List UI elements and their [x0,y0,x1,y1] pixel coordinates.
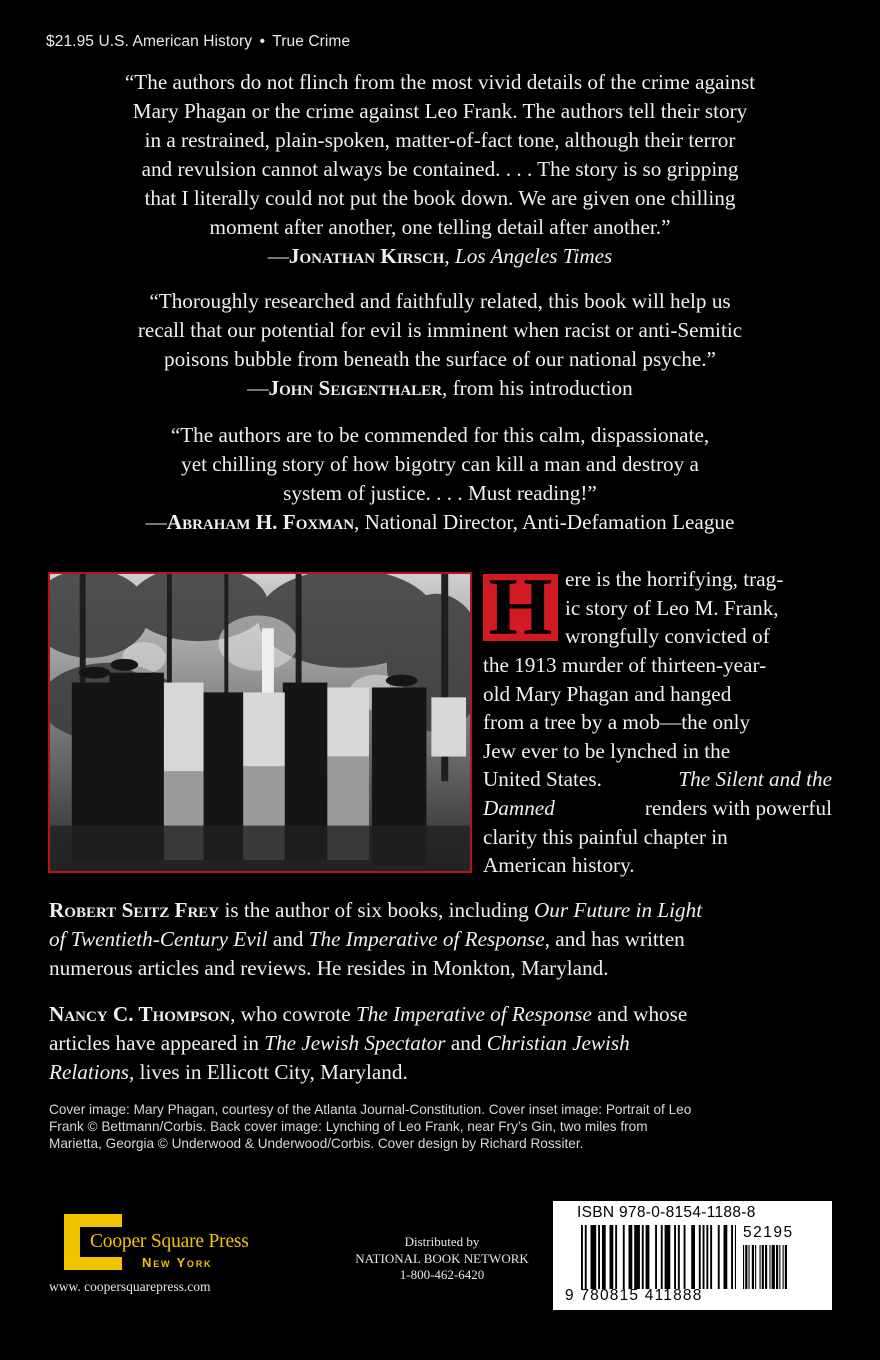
book-title: Damned [483,795,555,820]
price-code: 52195 [743,1224,794,1241]
bio-line: numerous articles and reviews. He resides in Monkton, Maryland. [49,956,609,980]
review-quote-1 [40,68,840,271]
review-source: National Director, Anti-Defamation League [364,510,735,534]
bio-line: of Twentieth-Century Evil and The Imperative of Response, and has written [49,927,685,951]
reviewer-name: Jonathan Kirsch [288,244,445,268]
description-line: United States. The Silent and the [483,765,832,794]
quote-line: and revulsion cannot always be contained. . . . The story is so gripping [141,157,739,181]
publisher-website: www. coopersquarepress.com [49,1279,211,1294]
publication-title: Relations [49,1060,130,1084]
reviewer-name: Abraham H. Foxman [166,510,355,534]
quote-attribution [40,508,840,537]
distribution-info [335,1234,549,1284]
publisher-logo [64,1214,249,1270]
price-category-line [46,33,350,51]
author-name: Nancy C. Thompson [49,1002,231,1026]
ean-number: 9 780815 411888 [565,1287,703,1304]
attribution-dash: — [247,376,269,400]
quote-line: that I literally could not put the book down. We are given one chilling [144,186,736,210]
quote-line: moment after another, one telling detail after another.” [209,215,671,239]
bio-line: articles have appeared in The Jewish Spectator and Christian Jewish [49,1031,630,1055]
distributor-phone: 1-800-462-6420 [399,1267,485,1282]
author-bio-frey [49,896,832,983]
book-title: The Silent and the [678,767,832,792]
bullet-separator: • [259,33,266,50]
description-line: Jew ever to be lynched in the [483,738,731,763]
book-description-continued [483,651,832,880]
bio-line: Robert Seitz Frey is the author of six books, including Our Future in Light [49,898,703,922]
author-name: Robert Seitz Frey [49,898,220,922]
publisher-name: Cooper Square Press [90,1231,249,1252]
review-quote-2 [40,287,840,403]
reviewer-name: John Seigenthaler [268,376,443,400]
author-bio-thompson [49,1000,832,1087]
credit-line: Cover image: Mary Phagan, courtesy of the Atlanta Journal-Constitution. Cover inset image: Portrait of Leo [49,1102,692,1117]
book-title: The Imperative of Response [308,927,545,951]
distributor-name: NATIONAL BOOK NETWORK [355,1250,529,1266]
price: $21.95 [46,33,95,50]
book-title: Our Future in Light [533,898,703,922]
publisher-city: New York [142,1255,213,1270]
book-title: The Imperative of Response [356,1002,592,1026]
genre: True Crime [272,33,351,50]
drop-cap-letter: H [488,561,553,652]
isbn-barcode [553,1201,832,1310]
description-line: the 1913 murder of thirteen-year- [483,653,767,677]
book-title: of Twentieth-Century Evil [49,927,268,951]
attribution-dash: — [145,510,167,534]
attribution-separator: , [354,510,365,534]
quote-line: “Thoroughly researched and faithfully related, this book will help us [149,289,731,313]
image-credits [49,1101,832,1152]
archival-photo-icon [50,574,470,871]
quote-line: system of justice. . . . Must reading!” [283,481,597,505]
description-line: ere is the horrifying, trag- [565,567,784,591]
publication-title: Christian Jewish [486,1031,630,1055]
review-source: Los Angeles Times [454,244,613,268]
drop-cap [483,561,558,652]
quote-line: “The authors are to be commended for this calm, dispassionate, [170,423,710,447]
credit-line: Marietta, Georgia © Underwood & Underwood/Corbis. Cover design by Richard Rossiter. [49,1136,584,1151]
quote-line: Mary Phagan or the crime against Leo Frank. The authors tell their story [132,99,748,123]
description-line: clarity this painful chapter in [483,824,728,849]
quote-line: “The authors do not flinch from the most vivid details of the crime against [124,70,756,94]
review-source: from his introduction [452,376,633,400]
bio-line: Nancy C. Thompson, who cowrote The Imperative of Response and whose [49,1002,688,1026]
credit-line: Frank © Bettmann/Corbis. Back cover image: Lynching of Leo Frank, near Fry’s Gin, two miles from [49,1119,648,1134]
distributed-by-label: Distributed by [404,1234,480,1249]
description-line: Damned renders with powerful [483,794,832,823]
bio-line: Relations, lives in Ellicott City, Maryland. [49,1060,408,1084]
barcode-bars-icon [581,1225,736,1289]
attribution-separator: , [444,244,455,268]
quote-attribution [40,374,840,403]
category: U.S. American History [98,33,253,50]
quote-attribution [40,242,840,271]
description-line: ic story of Leo M. Frank, [565,595,779,620]
review-quote-3 [40,421,840,537]
quote-line: poisons bubble from beneath the surface of our national psyche.” [164,347,716,371]
description-line: wrongfully convicted of [565,624,770,649]
attribution-dash: — [267,244,289,268]
description-line: old Mary Phagan and hanged [483,681,732,706]
addon-barcode-icon [743,1245,801,1289]
quote-line: recall that our potential for evil is imminent when racist or anti-Semitic [137,318,743,342]
quote-line: yet chilling story of how bigotry can kill a man and destroy a [181,452,699,476]
lynching-photo-image [48,572,472,873]
isbn-number: ISBN 978-0-8154-1188-8 [577,1204,756,1221]
quote-line: in a restrained, plain-spoken, matter-of-fact tone, although their terror [144,128,736,152]
attribution-separator: , [442,376,453,400]
publication-title: The Jewish Spectator [264,1031,446,1055]
description-line: American history. [483,853,635,878]
description-line: from a tree by a mob—the only [483,710,751,735]
